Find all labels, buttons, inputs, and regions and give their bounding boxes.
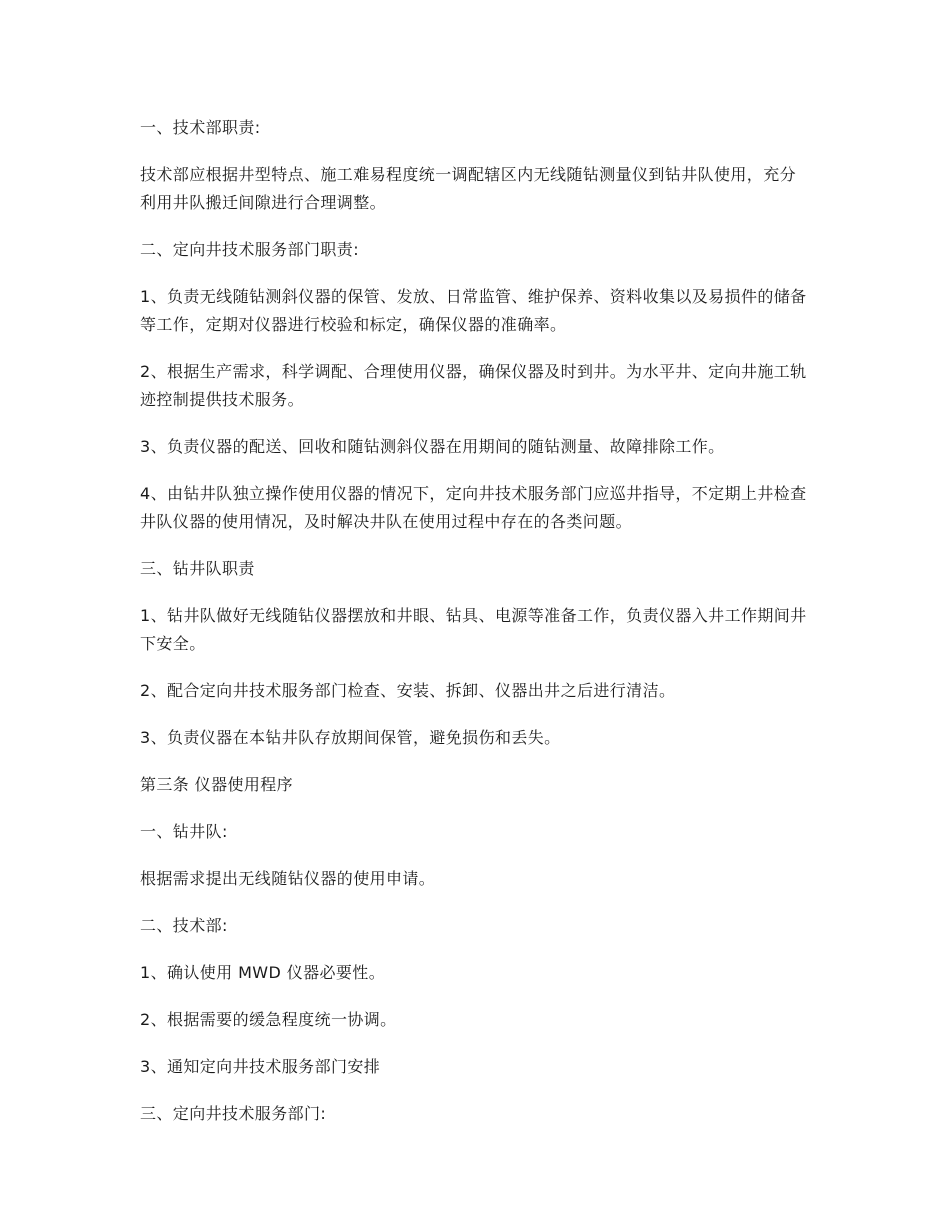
document-body (140, 114, 812, 1147)
list-item: 3、负责仪器的配送、回收和随钻测斜仪器在用期间的随钻测量、故障排除工作。 (140, 437, 725, 456)
heading-article-3: 第三条 仪器使用程序 (140, 775, 294, 794)
paragraph-request: 根据需求提出无线随钻仪器的使用申请。 (140, 869, 436, 888)
list-item: 1、确认使用 MWD 仪器必要性。 (140, 963, 386, 982)
heading-drilling-team: 一、钻井队: (140, 822, 228, 841)
list-item: 1、负责无线随钻测斜仪器的保管、发放、日常监管、维护保养、资料收集以及易损件的储备等工作，定期对仪器进行校验和标定，确保仪器的准确率。 (140, 287, 807, 334)
heading-tech-dept: 二、技术部: (140, 916, 228, 935)
list-item: 2、根据生产需求，科学调配、合理使用仪器，确保仪器及时到井。为水平井、定向井施工轨迹控制提供技术服务。 (140, 362, 807, 409)
list-item: 3、通知定向井技术服务部门安排 (140, 1057, 381, 1076)
list-item: 1、钻井队做好无线随钻仪器摆放和井眼、钻具、电源等准备工作，负责仪器入井工作期间井下安全。 (140, 606, 807, 653)
heading-directional-service-duties: 二、定向井技术服务部门职责: (140, 240, 359, 259)
list-item: 4、由钻井队独立操作使用仪器的情况下，定向井技术服务部门应巡井指导，不定期上井检查井队仪器的使用情况，及时解决井队在使用过程中存在的各类问题。 (140, 484, 807, 531)
paragraph-tech-dept-text: 技术部应根据井型特点、施工难易程度统一调配辖区内无线随钻测量仪到钻井队使用，充分利用井队搬迁间隙进行合理调整。 (140, 165, 797, 212)
list-item: 2、根据需要的缓急程度统一协调。 (140, 1010, 397, 1029)
list-item: 3、负责仪器在本钻井队存放期间保管，避免损伤和丢失。 (140, 728, 561, 747)
heading-drilling-team-duties: 三、钻井队职责 (140, 559, 255, 578)
list-item: 2、配合定向井技术服务部门检查、安装、拆卸、仪器出井之后进行清洁。 (140, 681, 676, 700)
heading-directional-service-dept: 三、定向井技术服务部门: (140, 1104, 327, 1123)
heading-tech-dept-duties: 一、技术部职责: (140, 118, 261, 137)
